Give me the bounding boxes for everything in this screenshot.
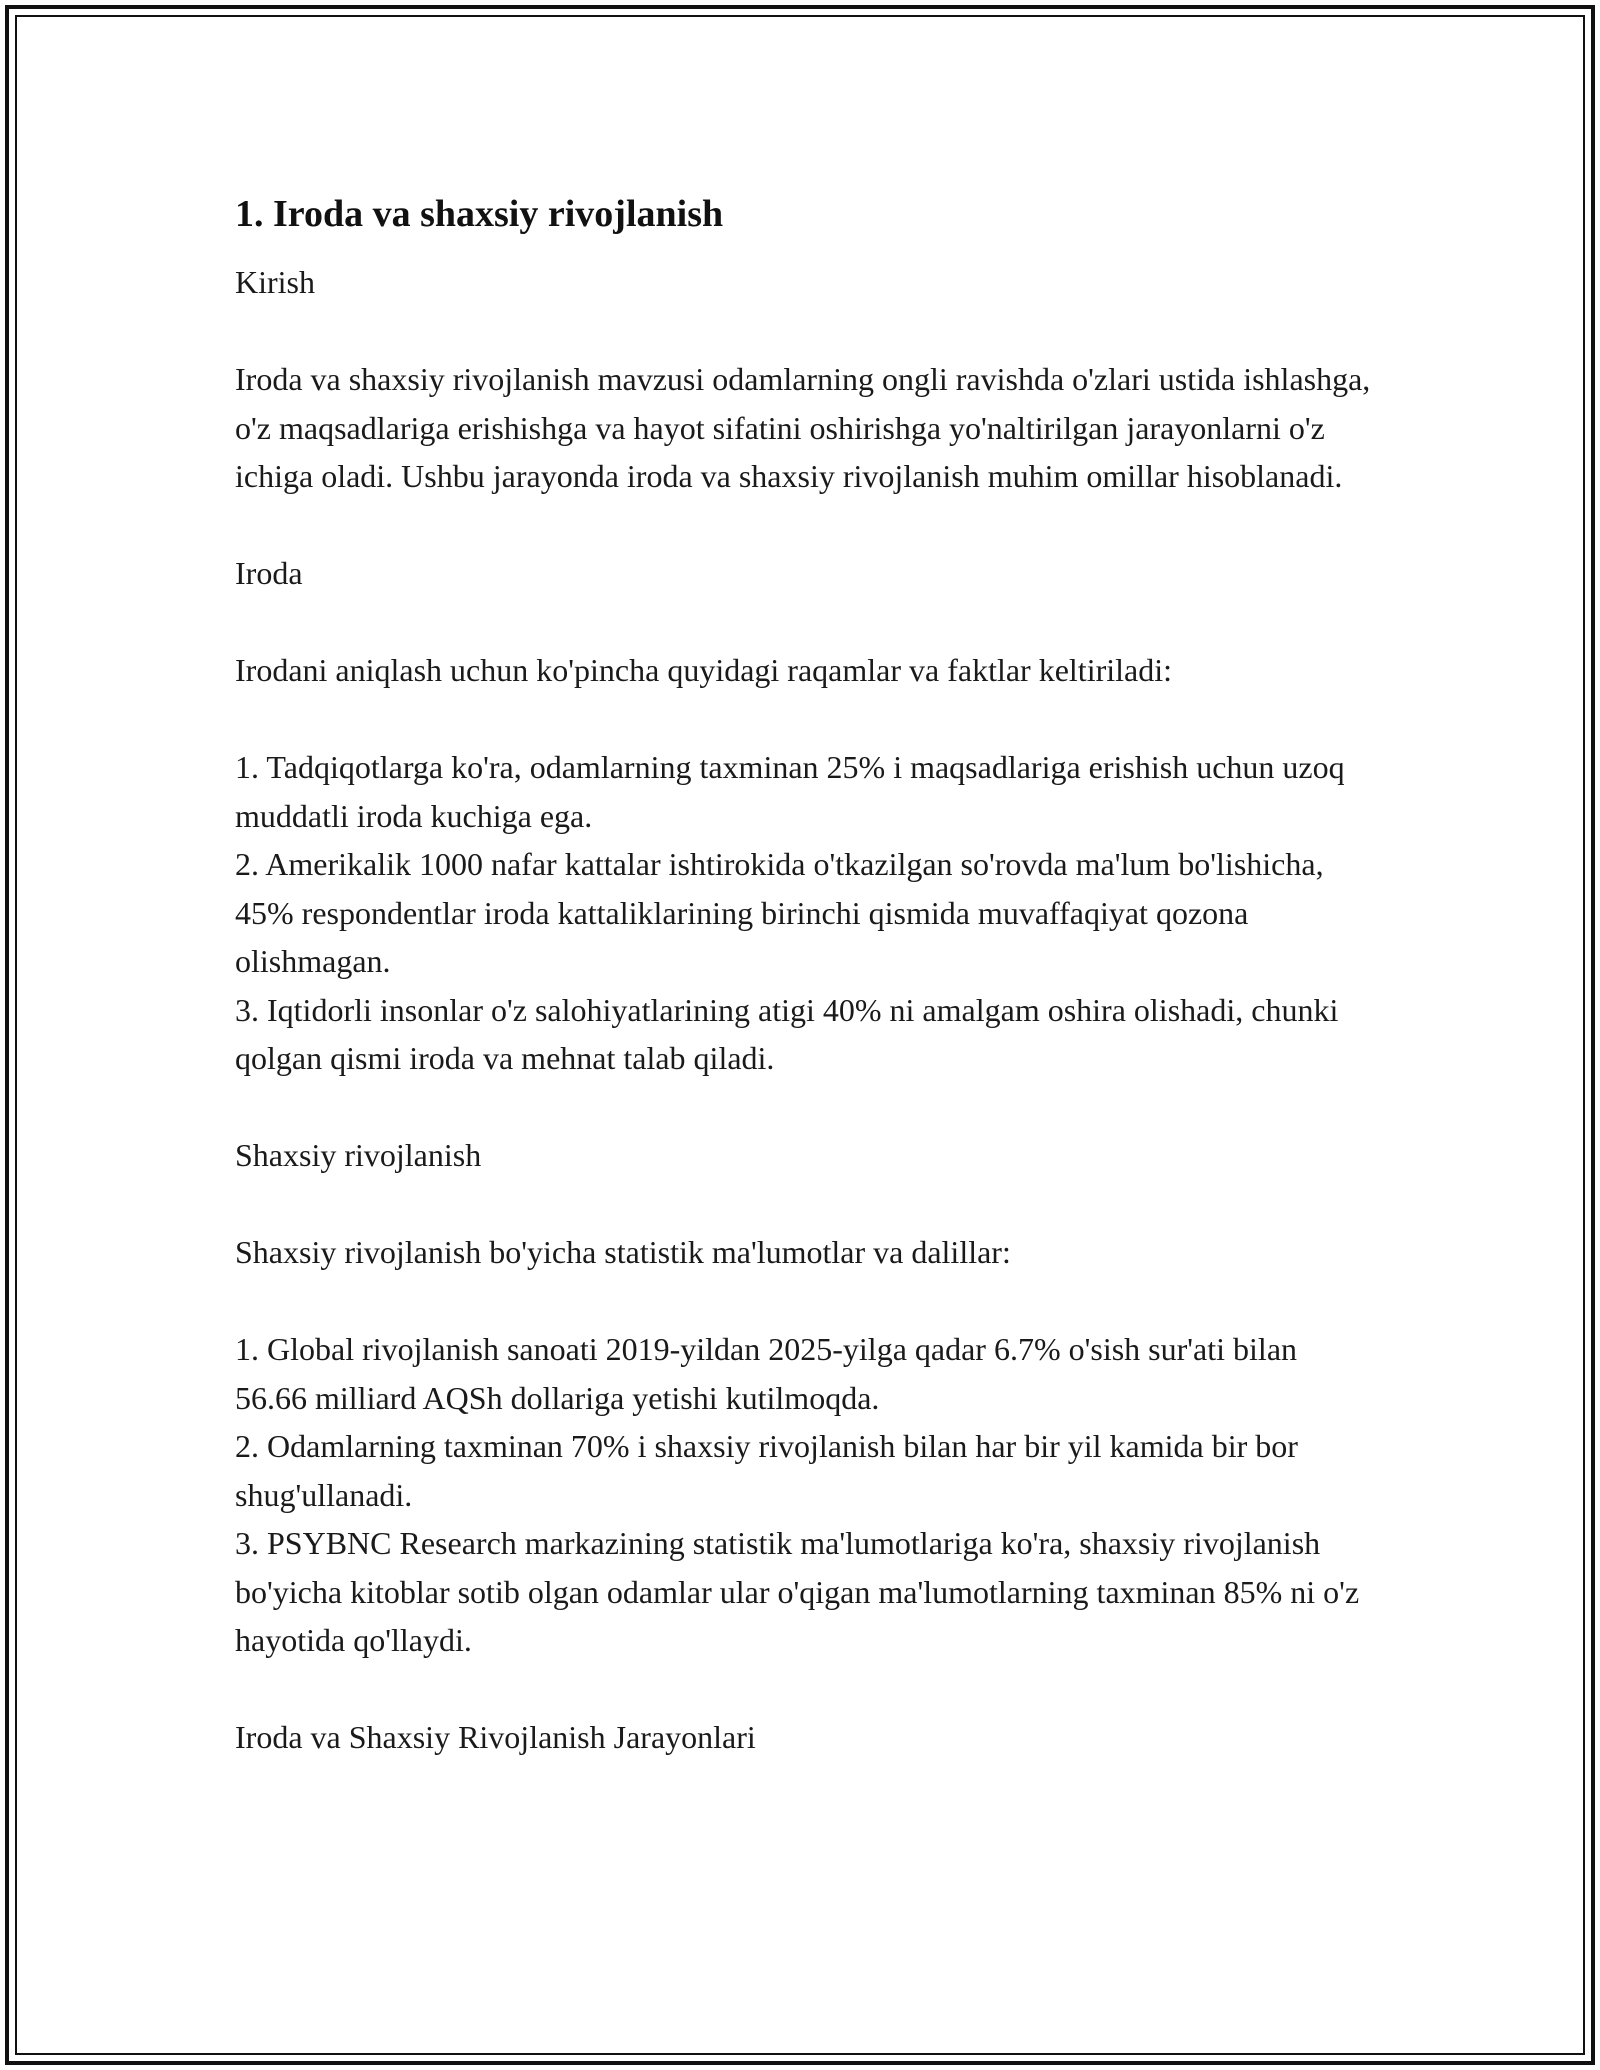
list-item: 1. Global rivojlanish sanoati 2019-yildan 2025-yilga qadar 6.7% o'sish sur'ati bilan 56.66 milliard AQSh dollariga yetishi kutilmoqda. — [235, 1331, 1298, 1416]
shaxsiy-lead-paragraph: Shaxsiy rivojlanish bo'yicha statistik ma'lumotlar va dalillar: — [235, 1234, 1011, 1270]
section-heading-jarayonlar: Iroda va Shaxsiy Rivojlanish Jarayonlari — [235, 1719, 756, 1755]
document-body — [235, 188, 1375, 1810]
iroda-lead-paragraph: Irodani aniqlash uchun ko'pincha quyidagi raqamlar va faktlar keltiriladi: — [235, 652, 1172, 688]
shaxsiy-fact-list — [235, 1325, 1375, 1665]
document-title: 1. Iroda va shaxsiy rivojlanish — [235, 193, 724, 235]
list-item: 2. Amerikalik 1000 nafar kattalar ishtirokida o'tkazilgan so'rovda ma'lum bo'lishicha, 45% respondentlar iroda kattaliklarining birinchi qismida muvaffaqiyat qozona olishmagan. — [235, 846, 1324, 979]
intro-paragraph: Iroda va shaxsiy rivojlanish mavzusi odamlarning ongli ravishda o'zlari ustida ishlashga, o'z maqsadlariga erishishga va hayot sifatini oshirishga yo'naltirilgan jarayonlarni o'z ichiga oladi. Ushbu jarayonda iroda va shaxsiy rivojlanish muhim omillar hisoblanadi. — [235, 361, 1371, 494]
list-item: 3. Iqtidorli insonlar o'z salohiyatlarining atigi 40% ni amalgam oshira olishadi, chunki qolgan qismi iroda va mehnat talab qiladi. — [235, 991, 1339, 1076]
section-heading-shaxsiy: Shaxsiy rivojlanish — [235, 1137, 482, 1173]
list-item: 3. PSYBNC Research markazining statistik ma'lumotlariga ko'ra, shaxsiy rivojlanish bo'yicha kitoblar sotib olgan odamlar ular o'qigan ma'lumotlarning taxminan 85% ni o'z hayotida qo'llaydi. — [235, 1525, 1360, 1658]
iroda-fact-list — [235, 743, 1375, 1083]
section-heading-kirish: Kirish — [235, 264, 315, 300]
list-item: 1. Tadqiqotlarga ko'ra, odamlarning taxminan 25% i maqsadlariga erishish uchun uzoq muddatli iroda kuchiga ega. — [235, 749, 1345, 834]
list-item: 2. Odamlarning taxminan 70% i shaxsiy rivojlanish bilan har bir yil kamida bir bor shug'ullanadi. — [235, 1428, 1298, 1513]
section-heading-iroda: Iroda — [235, 555, 303, 591]
